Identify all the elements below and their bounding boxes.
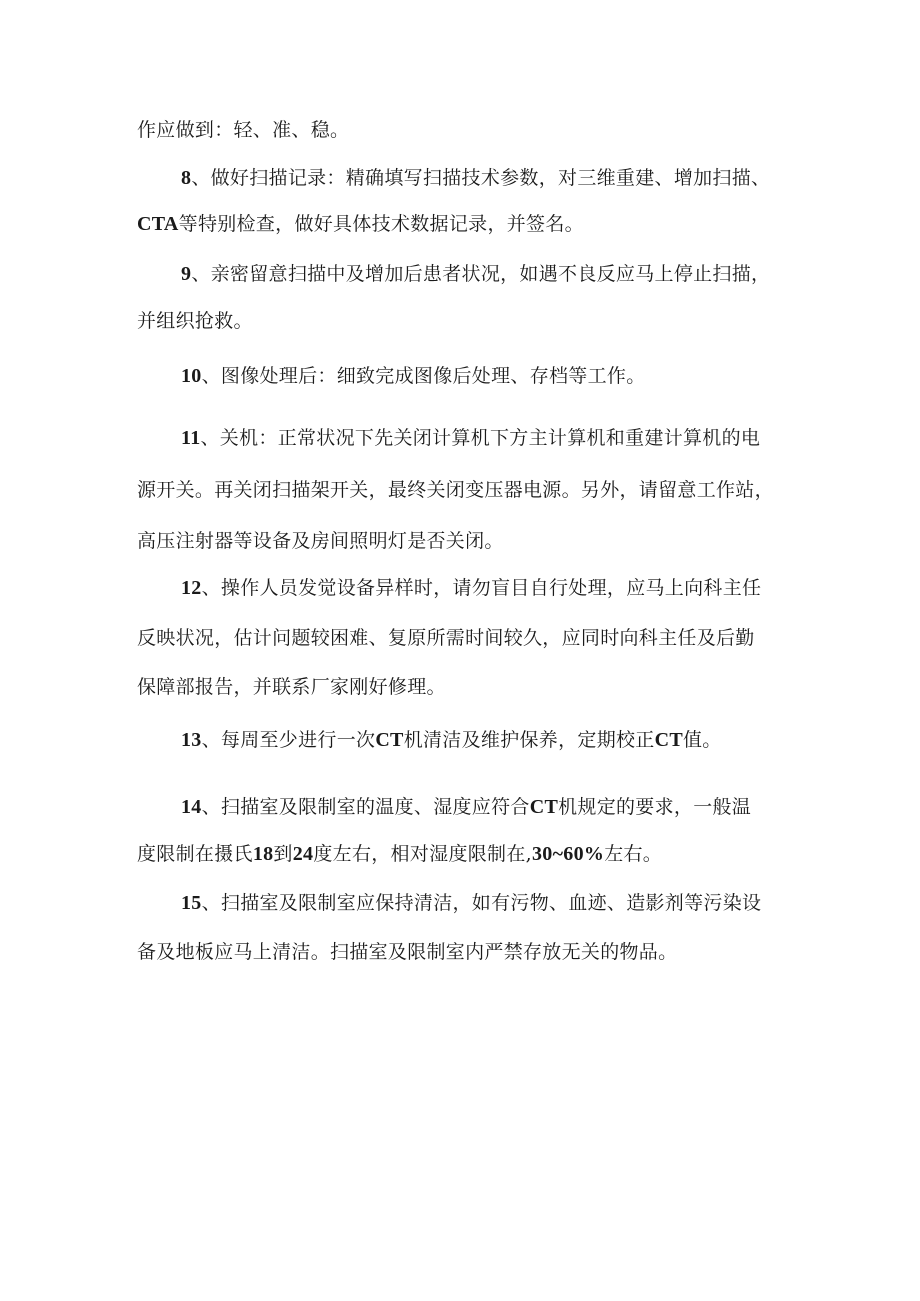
item-number: 13 bbox=[181, 729, 202, 751]
item-12-line-1 bbox=[181, 576, 761, 600]
item-number: 15 bbox=[181, 892, 202, 914]
text-run: 值。 bbox=[683, 729, 722, 751]
item-11-line-2 bbox=[137, 478, 774, 502]
text-run: 等特别检查，做好具体技术数据记录，并签名。 bbox=[178, 213, 584, 235]
bold-number: 30~60% bbox=[531, 843, 605, 865]
bold-term: CTA bbox=[137, 213, 179, 235]
text-run: 到 bbox=[273, 843, 293, 865]
item-number: 8 bbox=[181, 167, 192, 189]
item-8-line-2 bbox=[137, 212, 584, 236]
bold-term: CT bbox=[375, 729, 404, 751]
item-8-line-1 bbox=[181, 166, 770, 190]
text-run: 、关机：正常状况下先关闭计算机下方主计算机和重建计算机的电 bbox=[200, 427, 761, 449]
item-15-line-1 bbox=[181, 891, 761, 915]
text-run: 、扫描室及限制室应保持清洁，如有污物、血迹、造影剂等污染设 bbox=[201, 892, 762, 914]
text-run: 、扫描室及限制室的温度、湿度应符合 bbox=[201, 796, 530, 818]
text-run: 、每周至少进行一次 bbox=[201, 729, 376, 751]
item-7-line-1 bbox=[137, 118, 349, 142]
item-14-line-1 bbox=[181, 795, 751, 819]
text-run: 备及地板应马上清洁。扫描室及限制室内严禁存放无关的物品。 bbox=[137, 941, 678, 963]
item-11-line-1 bbox=[181, 426, 760, 450]
text-run: 机清洁及维护保养，定期校正 bbox=[403, 729, 655, 751]
text-run: 度限制在摄氏 bbox=[137, 843, 253, 865]
item-number: 11 bbox=[181, 427, 201, 449]
item-11-line-3 bbox=[137, 529, 504, 553]
text-run: 源开关。再关闭扫描架开关，最终关闭变压器电源。另外，请留意工作站， bbox=[137, 479, 774, 501]
item-12-line-2 bbox=[137, 626, 755, 650]
item-9-line-2 bbox=[137, 309, 253, 333]
item-13-line-1 bbox=[181, 728, 722, 752]
bold-number: 18 bbox=[252, 843, 274, 865]
bold-term: CT bbox=[529, 796, 559, 818]
text-run: 左右。 bbox=[604, 843, 663, 865]
bold-number: 24 bbox=[292, 843, 314, 865]
text-run: 、亲密留意扫描中及增加后患者状况，如遇不良反应马上停止扫描， bbox=[191, 263, 771, 285]
text-run: 机规定的要求，一般温 bbox=[558, 796, 752, 818]
text-run: 反映状况，估计问题较困难、复原所需时间较久，应同时向科主任及后勤 bbox=[137, 627, 755, 649]
item-15-line-2 bbox=[137, 940, 677, 964]
text-run: 、做好扫描记录：精确填写扫描技术参数，对三维重建、增加扫描、 bbox=[191, 167, 771, 189]
item-14-line-2 bbox=[137, 842, 662, 866]
item-number: 12 bbox=[181, 577, 202, 599]
text-run: 并组织抢救。 bbox=[137, 310, 253, 332]
bold-term: CT bbox=[654, 729, 683, 751]
text-run: 度左右，相对湿度限制在, bbox=[313, 843, 532, 865]
text-run: 保障部报告，并联系厂家刚好修理。 bbox=[137, 676, 446, 698]
text-run: 高压注射器等设备及房间照明灯是否关闭。 bbox=[137, 530, 504, 552]
item-number: 9 bbox=[181, 263, 192, 285]
text-run: 、操作人员发觉设备异样时，请勿盲目自行处理，应马上向科主任 bbox=[201, 577, 762, 599]
item-9-line-1 bbox=[181, 262, 770, 286]
item-10-line-1 bbox=[181, 364, 646, 388]
item-12-line-3 bbox=[137, 675, 446, 699]
text-run: 作应做到：轻、准、稳。 bbox=[137, 119, 350, 141]
item-number: 10 bbox=[181, 365, 202, 387]
item-number: 14 bbox=[181, 796, 202, 818]
text-run: 、图像处理后：细致完成图像后处理、存档等工作。 bbox=[201, 365, 646, 387]
